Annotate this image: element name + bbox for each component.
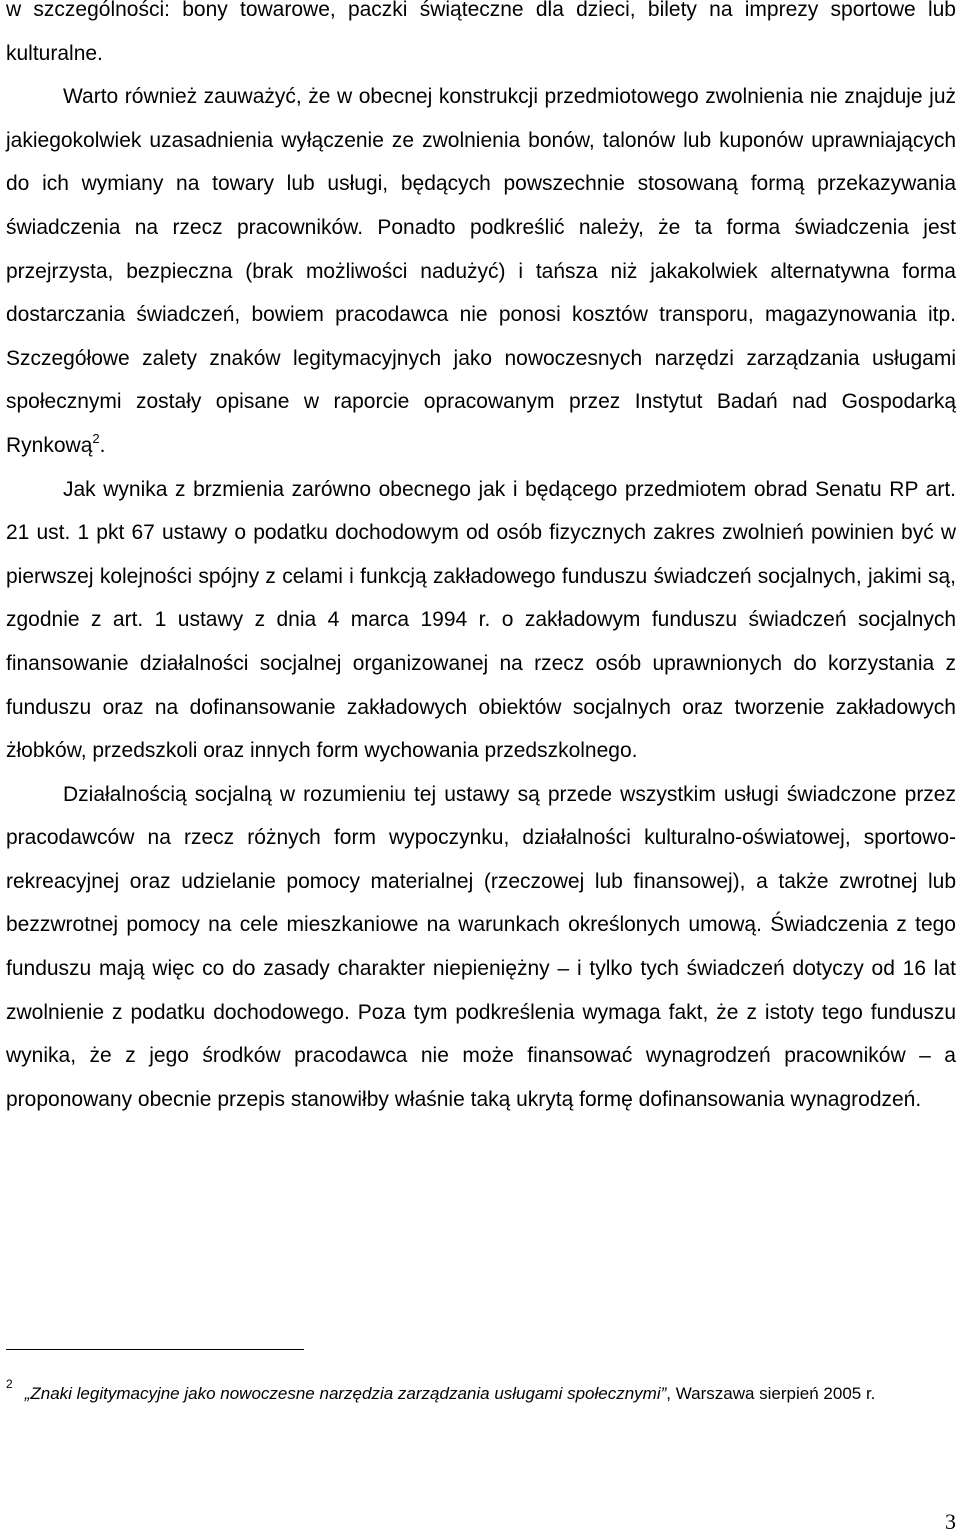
paragraph-social-fund: Jak wynika z brzmienia zarówno obecnego jak i będącego przedmiotem obrad Senatu RP art. 21 ust. 1 pkt 67 ustawy o podatku dochodowym od osób fizycznych zakres zwolnień powinien być w pierwszej kolejności spójny z celami i funkcją zakładowego funduszu świadczeń socjalnych, jakimi są, zgodnie z art. 1 ustawy z dnia 4 marca 1994 r. o zakładowym funduszu świadczeń socjalnych finansowanie działalności socjalnej organizowanej na rzecz osób uprawnionych do korzystania z funduszu oraz na dofinansowanie zakładowych obiektów socjalnych oraz tworzenie zakładowych żłobków, przedszkoli oraz innych form wychowania przedszkolnego. xyxy=(6,477,956,763)
body-text xyxy=(6,0,956,1121)
paragraph-vouchers-text: Warto również zauważyć, że w obecnej konstrukcji przedmiotowego zwolnienia nie znajduje już jakiegokolwiek uzasadnienia wyłączenie ze zwolnienia bonów, talonów lub kuponów uprawniających do ich wymiany na towary lub usługi, będących powszechnie stosowaną formą przekazywania świadczenia na rzecz pracowników. Ponadto podkreślić należy, że ta forma świadczenia jest przejrzysta, bezpieczna (brak możliwości nadużyć) i tańsza niż jakakolwiek alternatywna forma dostarczania świadczeń, bowiem pracodawca nie ponosi kosztów transporu, magazynowania itp. Szczegółowe zalety znaków legitymacyjnych jako nowoczesnych narzędzi zarządzania usługami społecznymi zostały opisane w raporcie opracowanym przez Instytut Badań nad Gospodarką Rynkową xyxy=(6,85,956,457)
footnote-reference: 2 xyxy=(92,430,100,446)
footnote-number: 2 xyxy=(6,1377,13,1391)
paragraph-continuation: w szczególności: bony towarowe, paczki świąteczne dla dzieci, bilety na imprezy sportowe lub kulturalne. xyxy=(6,0,956,65)
footnote xyxy=(6,1378,956,1409)
paragraph-social-activity: Działalnością socjalną w rozumieniu tej ustawy są przede wszystkim usługi świadczone przez pracodawców na rzecz różnych form wypoczynku, działalności kulturalno-oświatowej, sportowo-rekreacyjnej oraz udzielanie pomocy materialnej (rzeczowej lub finansowej), a także zwrotnej lub bezzwrotnej pomocy na cele mieszkaniowe na warunkach określonych umową. Świadczenia z tego funduszu mają więc co do zasady charakter niepieniężny – i tylko tych świadczeń dotyczy od 16 lat zwolnienie z podatku dochodowego. Poza tym podkreślenia wymaga fakt, że z istoty tego funduszu wynika, że z jego środków pracodawca nie może finansować wynagrodzeń pracowników – a proponowany obecnie przepis stanowiłby właśnie taką ukrytą formę dofinansowania wynagrodzeń. xyxy=(6,782,956,1111)
page-number: 3 xyxy=(945,1509,956,1534)
footnote-separator xyxy=(6,1349,304,1350)
paragraph-vouchers xyxy=(6,75,956,467)
footnote-rest: , Warszawa sierpień 2005 r. xyxy=(666,1384,876,1403)
footnote-title: „Znaki legitymacyjne jako nowoczesne narzędzia zarządzania usługami społecznymi” xyxy=(24,1384,667,1403)
footnote-reference-tail: . xyxy=(99,433,106,457)
